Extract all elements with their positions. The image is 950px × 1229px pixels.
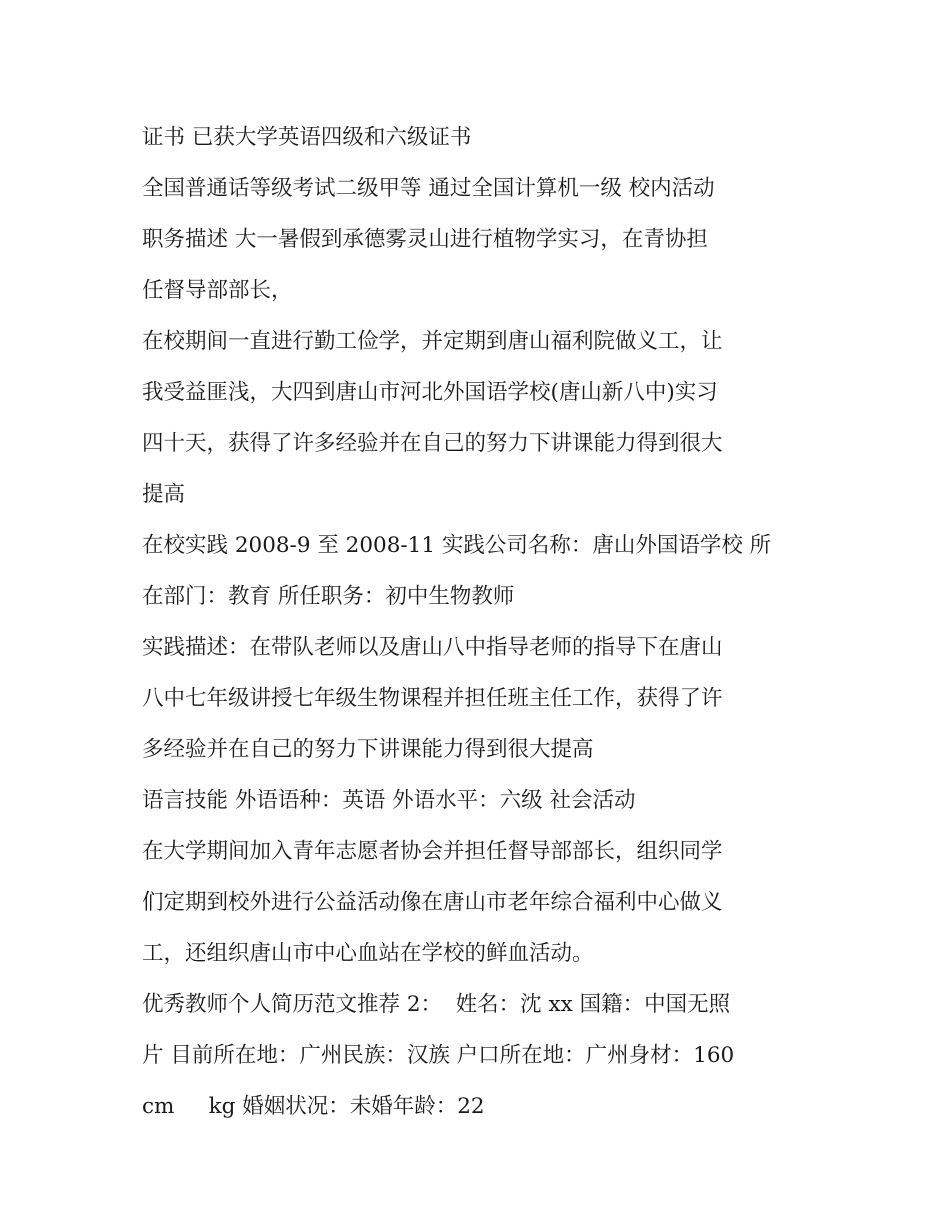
text-line: 证书 已获大学英语四级和六级证书	[142, 125, 472, 150]
text-line: 们定期到校外进行公益活动像在唐山市老年综合福利中心做义	[142, 890, 723, 915]
text-line: 在校实践 2008-9 至 2008-11 实践公司名称：唐山外国语学校 所	[142, 533, 772, 558]
text-line: 在校期间一直进行勤工俭学，并定期到唐山福利院做义工，让	[142, 329, 723, 354]
text-line: 职务描述 大一暑假到承德雾灵山进行植物学实习，在青协担	[142, 227, 708, 252]
document-page	[142, 112, 814, 1132]
text-line: cm kg 婚姻状况：未婚年龄：22	[142, 1094, 485, 1119]
text-line: 我受益匪浅，大四到唐山市河北外国语学校(唐山新八中)实习	[142, 380, 718, 405]
text-line: 片 目前所在地：广州民族：汉族 户口所在地：广州身材：160	[142, 1043, 735, 1068]
text-line: 在大学期间加入青年志愿者协会并担任督导部部长，组织同学	[142, 839, 723, 864]
text-line: 任督导部部长，	[142, 278, 293, 303]
text-line: 在部门：教育 所任职务：初中生物教师	[142, 584, 515, 609]
text-line: 八中七年级讲授七年级生物课程并担任班主任工作，获得了许	[142, 686, 723, 711]
text-line: 提高	[142, 482, 186, 507]
text-line: 四十天，获得了许多经验并在自己的努力下讲课能力得到很大	[142, 431, 723, 456]
text-line: 语言技能 外语语种：英语 外语水平：六级 社会活动	[142, 788, 636, 813]
text-line: 实践描述：在带队老师以及唐山八中指导老师的指导下在唐山	[142, 635, 723, 660]
text-line: 多经验并在自己的努力下讲课能力得到很大提高	[142, 737, 594, 762]
text-line: 优秀教师个人简历范文推荐 2： 姓名：沈 xx 国籍：中国无照	[142, 992, 731, 1017]
text-line: 全国普通话等级考试二级甲等 通过全国计算机一级 校内活动	[142, 176, 715, 201]
text-line: 工，还组织唐山市中心血站在学校的鲜血活动。	[142, 941, 594, 966]
